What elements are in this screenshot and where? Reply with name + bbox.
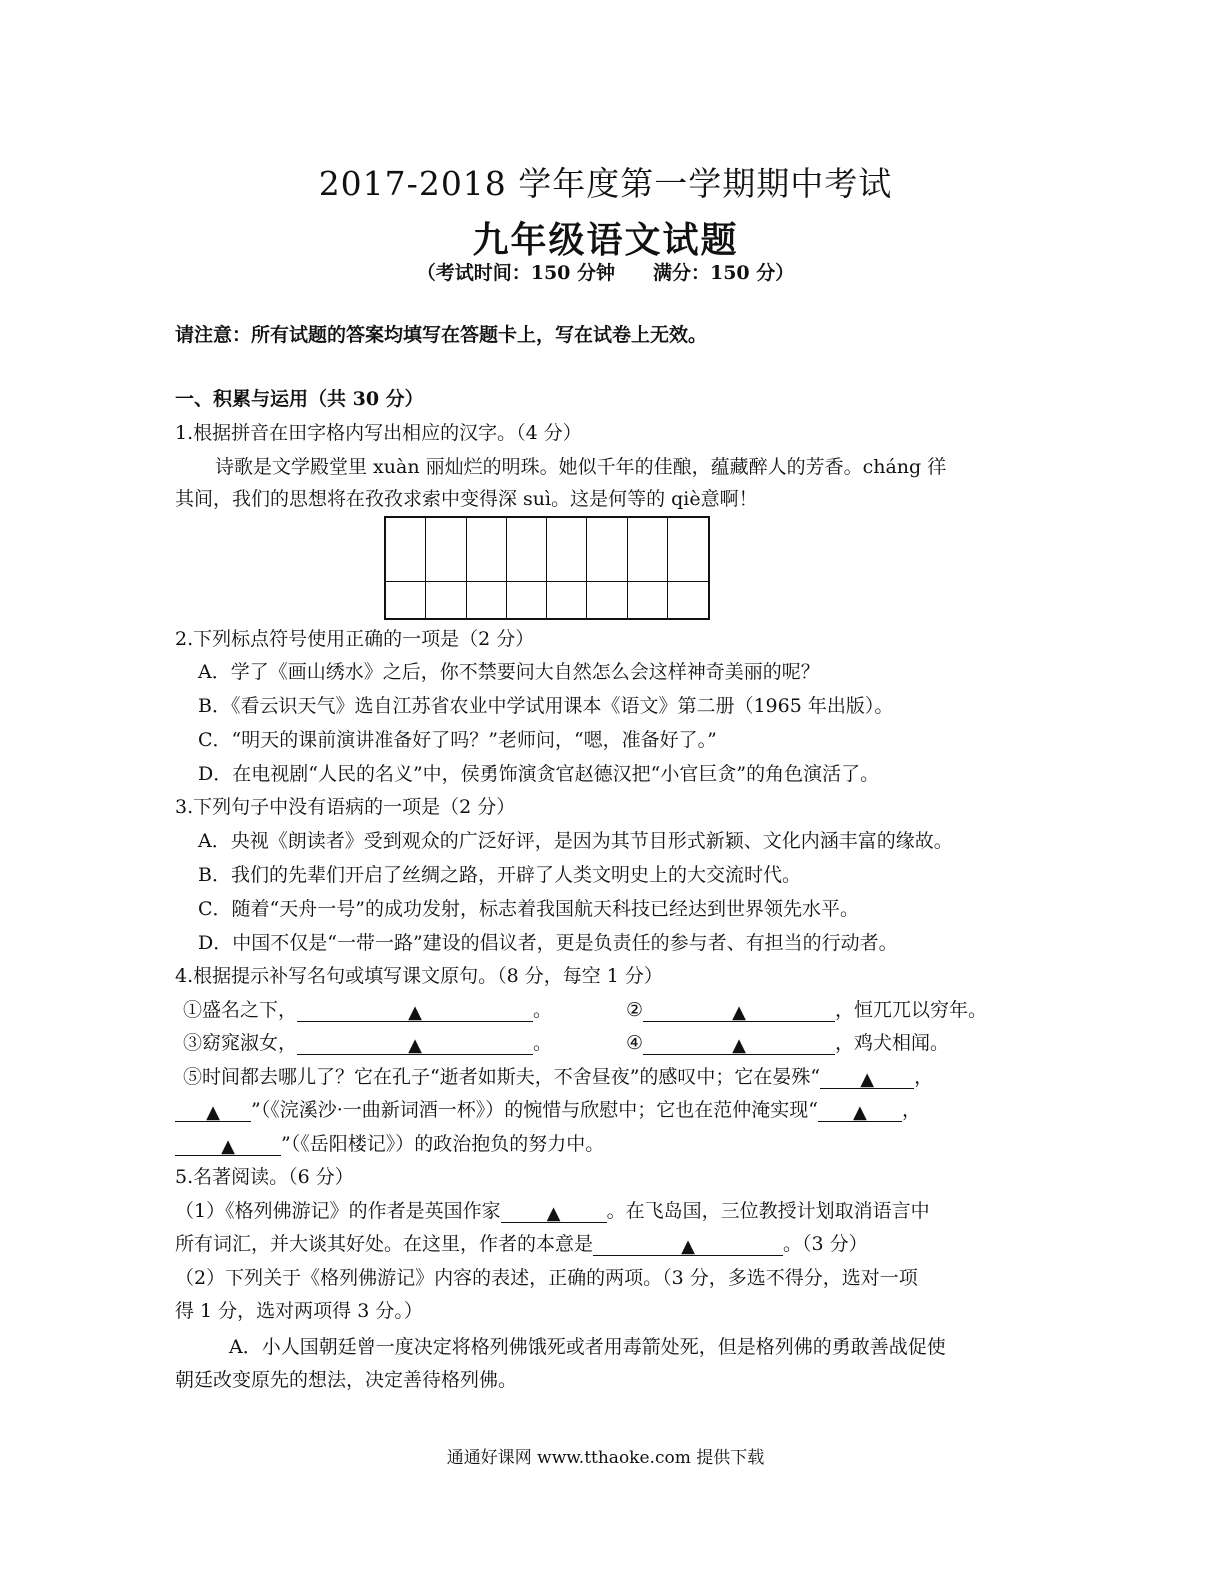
q1-stem: 1.根据拼音在田字格内写出相应的汉字。（4 分）: [175, 422, 582, 444]
exam-subtitle: 九年级语文试题: [472, 219, 739, 261]
q3-option-b: B．我们的先辈们开启了丝绸之路，开辟了人类文明史上的大交流时代。: [198, 864, 801, 886]
q5-part1-line: （1）《格列佛游记》的作者是英国作家 ▲ 。在飞岛国，三位教授计划取消语言中: [175, 1200, 930, 1224]
triangle-marker-icon: ▲: [860, 1069, 875, 1090]
exam-title: 2017-2018 学年度第一学期期中考试: [318, 164, 893, 203]
triangle-marker-icon: ▲: [221, 1136, 235, 1157]
q5-part2-line: （2）下列关于《格列佛游记》内容的表述，正确的两项。（3 分，多选不得分，选对一项: [175, 1267, 918, 1289]
page-footer: 通通好课网 www.tthaoke.com 提供下载: [446, 1448, 765, 1468]
answer-blank: [643, 1001, 835, 1022]
q3-option-a: A．央视《朗读者》受到观众的广泛好评，是因为其节目形式新颖、文化内涵丰富的缘故。: [198, 830, 953, 852]
q3-option-c: C．随着“天舟一号”的成功发射，标志着我国航天科技已经达到世界领先水平。: [198, 898, 859, 920]
q4-item-2: ② ▲ ，恒兀兀以穷年。: [626, 999, 988, 1023]
triangle-marker-icon: ▲: [681, 1236, 695, 1257]
q3-stem: 3.下列句子中没有语病的一项是（2 分）: [175, 796, 516, 818]
tian-zi-ge-grid: [384, 516, 710, 620]
q5-stem: 5.名著阅读。（6 分）: [175, 1166, 354, 1188]
answer-blank: [818, 1101, 902, 1122]
answer-blank: [643, 1034, 835, 1055]
answer-blank: [297, 1034, 533, 1055]
triangle-marker-icon: ▲: [546, 1203, 561, 1224]
q2-option-c: C．“明天的课前演讲准备好了吗？”老师问，“嗯，准备好了。”: [198, 729, 717, 751]
triangle-marker-icon: ▲: [732, 1002, 746, 1023]
q4-item-3: ③窈窕淑女， ▲ 。: [183, 1032, 553, 1056]
q5-option-a-line: 朝廷改变原先的想法，决定善待格列佛。: [175, 1369, 518, 1391]
q1-passage-line: 诗歌是文学殿堂里 xuàn 丽灿烂的明珠。她似千年的佳酿，蕴藏醉人的芳香。cháng 徉: [215, 456, 947, 478]
q4-item-5-line: ▲ ”（《岳阳楼记》）的政治抱负的努力中。: [175, 1131, 604, 1157]
section-heading: 一、积累与运用（共 30 分）: [175, 388, 424, 410]
triangle-marker-icon: ▲: [206, 1102, 220, 1123]
q4-item-1: ①盛名之下， ▲ 。: [183, 999, 553, 1023]
triangle-marker-icon: ▲: [408, 1035, 422, 1056]
answer-blank: [297, 1001, 533, 1022]
q2-stem: 2.下列标点符号使用正确的一项是（2 分）: [175, 628, 535, 650]
q1-passage-line: 其间，我们的思想将在孜孜求索中变得深 suì。这是何等的 qiè意啊！: [175, 488, 758, 510]
triangle-marker-icon: ▲: [408, 1002, 422, 1023]
q4-item-4: ④ ▲ ，鸡犬相闻。: [626, 1032, 950, 1056]
q5-option-a-line: A．小人国朝廷曾一度决定将格列佛饿死或者用毒箭处死，但是格列佛的勇敢善战促使: [229, 1336, 946, 1358]
answer-blank: [593, 1235, 783, 1256]
triangle-marker-icon: ▲: [732, 1035, 746, 1056]
q4-stem: 4.根据提示补写名句或填写课文原句。（8 分，每空 1 分）: [175, 965, 663, 987]
q5-part2-line: 得 1 分，选对两项得 3 分。）: [175, 1300, 423, 1322]
answer-blank: [501, 1202, 607, 1223]
q5-part1-line: 所有词汇，并大谈其好处。在这里，作者的本意是 ▲ 。（3 分）: [175, 1233, 868, 1257]
q4-item-5-line: ▲ ”（《浣溪沙·一曲新词酒一杯》）的惋惜与欣慰中；它也在范仲淹实现“ ▲ ，: [175, 1097, 921, 1123]
q4-item-5-line: ⑤时间都去哪儿了？它在孔子“逝者如斯夫，不舍昼夜”的感叹中；它在晏殊“ ▲ ，: [183, 1066, 934, 1090]
q2-option-a: A．学了《画山绣水》之后，你不禁要问大自然怎么会这样神奇美丽的呢？: [198, 661, 820, 683]
answer-blank: [175, 1101, 251, 1122]
q2-option-d: D．在电视剧“人民的名义”中，侯勇饰演贪官赵德汉把“小官巨贪”的角色演活了。: [198, 763, 880, 785]
answer-blank: [820, 1068, 914, 1089]
q2-option-b: B．《看云识天气》选自江苏省农业中学试用课本《语文》第二册（1965 年出版）。: [198, 695, 894, 717]
q3-option-d: D．中国不仅是“一带一路”建设的倡议者，更是负责任的参与者、有担当的行动者。: [198, 932, 898, 954]
answer-blank: [175, 1135, 281, 1156]
exam-info: （考试时间：150 分钟 满分：150 分）: [416, 262, 795, 284]
triangle-marker-icon: ▲: [853, 1102, 867, 1123]
notice: 请注意：所有试题的答案均填写在答题卡上，写在试卷上无效。: [175, 324, 708, 346]
